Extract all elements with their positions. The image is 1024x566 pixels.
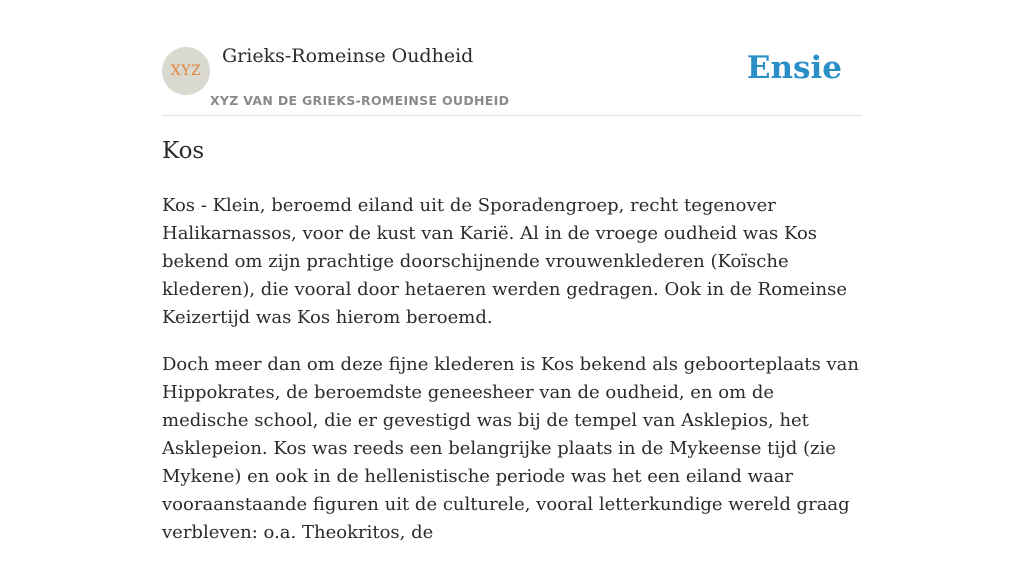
article-title: Kos [162,138,205,164]
publication-avatar[interactable] [162,47,210,95]
article-paragraph: Kos - Klein, beroemd eiland uit de Sporadengroep, recht tegenover Halikarnassos, voor de kust van Karië. Al in de vroege oudheid was Kos bekend om zijn prachtige doorschijnende vrouwenklederen (Koïsche klederen), die vooral door hetaeren werden gedragen. Ook in de Romeinse Keizertijd was Kos hierom beroemd. [162,195,848,328]
avatar-text: XYZ [170,63,202,79]
content-container [162,0,862,543]
publication-subtitle: XYZ VAN DE GRIEKS-ROMEINSE OUDHEID [210,93,510,108]
publication-title[interactable]: Grieks-Romeinse Oudheid [222,45,474,67]
article-paragraph: Doch meer dan om deze fijne klederen is Kos bekend als geboorteplaats van Hippokrates, de beroemdste geneesheer van de oudheid, en om de medische school, die er gevestigd was bij de tempel van Asklepios, het Asklepeion. Kos was reeds een belangrijke plaats in de Mykeense tijd (zie Mykene) en ook in de hellenistische periode was het een eiland waar vooraanstaande figuren uit de culturele, vooral letterkundige wereld graag verbleven: o.a. Theokritos, de [162,354,859,543]
ensie-logo-link[interactable]: Ensie [746,50,842,86]
publication-header [162,0,862,116]
article-body [162,192,862,566]
